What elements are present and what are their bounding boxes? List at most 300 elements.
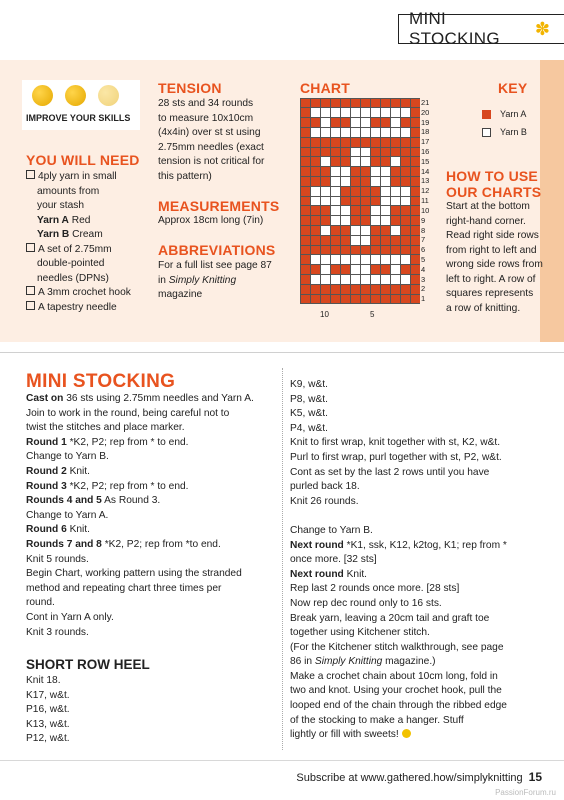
chart-cell: [321, 255, 330, 264]
pattern-line: [290, 509, 546, 524]
chart-cell: [391, 99, 400, 108]
chart-cell: [381, 128, 390, 137]
chart-cell: [401, 255, 410, 264]
round-label: Round 1: [26, 436, 67, 448]
pattern-line: [26, 732, 276, 747]
yarn-ball-icon: [98, 85, 119, 106]
chart-cell: [411, 167, 420, 176]
chart-cell: [331, 275, 340, 284]
chart-cell: [381, 108, 390, 117]
chart-cell: [301, 275, 310, 284]
yarn-ball-icon: [32, 85, 53, 106]
pattern-text: *K2, P2; rep from * to end.: [66, 480, 189, 492]
chart-cell: [311, 138, 320, 147]
pattern-text: looped end of the chain through the ribbed edge: [290, 700, 507, 712]
chart-row-number: 13: [421, 176, 430, 186]
pattern-line: [26, 450, 276, 465]
chart-cell: [401, 236, 410, 245]
section-header: [398, 9, 550, 48]
chart-cell: [361, 197, 370, 206]
pattern-text: Change to Yarn B.: [290, 524, 373, 536]
how-to-line: Read right side rows: [446, 230, 539, 241]
page-number: 15: [528, 770, 542, 784]
chart-cell: [371, 128, 380, 137]
chart-cell: [331, 236, 340, 245]
pattern-title: MINI STOCKING: [26, 371, 176, 392]
chart-cell: [331, 118, 340, 127]
material-line: [26, 301, 156, 316]
chart-cell: [361, 157, 370, 166]
how-to-line: wrong side rows from: [446, 259, 543, 270]
chart-cell: [411, 226, 420, 235]
pattern-text: K9, w&t.: [290, 379, 328, 390]
chart-cell: [321, 148, 330, 157]
magazine-name: Simply Knitting: [168, 274, 237, 286]
pattern-text: As Round 3.: [101, 495, 161, 507]
chart-cell: [391, 108, 400, 117]
chart-cell: [351, 157, 360, 166]
pattern-text: round.: [26, 597, 55, 609]
chart-cell: [411, 265, 420, 274]
chart-cell: [311, 255, 320, 264]
chart-cell: [341, 275, 350, 284]
chart-cell: [401, 177, 410, 186]
chart-cell: [321, 236, 330, 245]
chart-cell: [361, 108, 370, 117]
pattern-line: [290, 699, 546, 714]
chart-cell: [361, 167, 370, 176]
round-label: Round 6: [26, 524, 67, 536]
chart-cell: [411, 187, 420, 196]
chart-cell: [351, 128, 360, 137]
chart-cell: [331, 285, 340, 294]
chart-cell: [401, 138, 410, 147]
chart-cell: [381, 236, 390, 245]
chart-cell: [381, 216, 390, 225]
tension-line: this pattern): [158, 170, 212, 182]
chart-cell: [351, 236, 360, 245]
chart-cell: [371, 118, 380, 127]
chart-cell: [311, 206, 320, 215]
round-label: Rounds 4 and 5: [26, 495, 102, 507]
chart-cell: [371, 187, 380, 196]
chart-cell: [351, 246, 360, 255]
how-to-heading: [446, 168, 541, 200]
abbr-line: For a full list see page 87: [158, 260, 272, 271]
pattern-text: *K1, ssk, K12, k2tog, K1; rep from *: [343, 539, 507, 551]
chart-cell: [411, 157, 420, 166]
pattern-text: Rep last 2 rounds once more. [28 sts]: [290, 583, 460, 595]
abbreviations-text: [158, 259, 288, 303]
chart-cell: [381, 167, 390, 176]
pattern-text: once more. [32 sts]: [290, 554, 377, 566]
pattern-text: Knit.: [66, 524, 90, 536]
chart-cell: [311, 226, 320, 235]
chart-cell: [341, 138, 350, 147]
pattern-line: [290, 568, 546, 583]
pattern-text: of the stocking to make a hanger. Stuff: [290, 714, 464, 726]
chart-cell: [311, 275, 320, 284]
chart-cell: [311, 197, 320, 206]
chart-cell: [351, 255, 360, 264]
chart-cell: [381, 138, 390, 147]
chart-cell: [301, 177, 310, 186]
chart-cell: [321, 197, 330, 206]
chart-row-number: 8: [421, 225, 426, 235]
pattern-line: [26, 674, 276, 689]
pattern-text: Knit 18.: [26, 675, 61, 686]
how-to-heading-line: OUR CHARTS: [446, 184, 542, 200]
chart-cell: [381, 246, 390, 255]
subscribe-link[interactable]: Subscribe at www.gathered.how/simplyknitting: [296, 772, 523, 784]
pattern-text: *K2, P2; rep from * to end.: [66, 436, 189, 448]
chart-cell: [321, 226, 330, 235]
tension-text: [158, 97, 288, 184]
chart-cell: [351, 118, 360, 127]
chart-cell: [381, 148, 390, 157]
chart-cell: [341, 99, 350, 108]
chart-cell: [351, 226, 360, 235]
chart-row-number: 12: [421, 186, 430, 196]
chart-cell: [391, 128, 400, 137]
chart-cell: [361, 265, 370, 274]
material-text: A 3mm crochet hook: [38, 287, 131, 298]
chart-cell: [321, 177, 330, 186]
pattern-text: Knit 26 rounds.: [290, 495, 359, 507]
tension-line: (4x4in) over st st using: [158, 127, 261, 138]
pattern-line: [290, 553, 546, 568]
pattern-text: P4, w&t.: [290, 422, 328, 434]
material-text: Red: [68, 214, 91, 226]
chart-cell: [411, 118, 420, 127]
tension-line: 28 sts and 34 rounds: [158, 98, 254, 109]
yarn-ball-icon: [65, 85, 86, 106]
pattern-text: P16, w&t.: [26, 704, 70, 716]
chart-row-number: 2: [421, 284, 426, 294]
pattern-line: [26, 553, 276, 568]
material-line: [26, 199, 156, 214]
chart-cell: [391, 255, 400, 264]
chart-cell: [341, 157, 350, 166]
pattern-line: [26, 567, 276, 582]
pattern-line: [290, 670, 546, 685]
chart-cell: [341, 167, 350, 176]
pattern-text: Cont in Yarn A only.: [26, 611, 114, 623]
pattern-line: [26, 392, 276, 407]
pattern-text: Change to Yarn A.: [26, 509, 109, 521]
chart-cell: [401, 118, 410, 127]
chart-cell: [381, 187, 390, 196]
pattern-text: Knit.: [343, 568, 367, 580]
pattern-line: [26, 494, 276, 509]
chart-cell: [411, 255, 420, 264]
chart-cell: [361, 177, 370, 186]
material-text: A tapestry needle: [38, 301, 117, 313]
pattern-line: [290, 582, 546, 597]
chart-cell: [331, 265, 340, 274]
chart-cell: [411, 246, 420, 255]
pattern-text: Now rep dec round only to 16 sts.: [290, 597, 442, 609]
chart-cell: [341, 226, 350, 235]
chart-cell: [391, 246, 400, 255]
chart-cell: [351, 187, 360, 196]
chart-cell: [401, 108, 410, 117]
pattern-line: [290, 597, 546, 612]
chart-cell: [371, 167, 380, 176]
chart-cell: [401, 197, 410, 206]
chart-cell: [351, 216, 360, 225]
chart-cell: [311, 187, 320, 196]
pattern-line: [290, 524, 546, 539]
chart-cell: [391, 206, 400, 215]
chart-cell: [331, 216, 340, 225]
yarn-b-label: Yarn B: [500, 127, 527, 137]
footer: [296, 770, 542, 784]
chart-row-number: 5: [421, 254, 426, 264]
round-label: Round 3: [26, 480, 67, 492]
pattern-text: K13, w&t.: [26, 718, 70, 730]
chart-cell: [391, 118, 400, 127]
pattern-line: [26, 596, 276, 611]
chart-cell: [321, 206, 330, 215]
chart-cell: [411, 128, 420, 137]
pattern-text: method and repeating chart three times per: [26, 582, 222, 594]
material-text: double-pointed: [37, 258, 105, 269]
footer-rule: [0, 760, 564, 761]
pattern-text: Purl to first wrap, purl together with st, P2, w&t.: [290, 451, 502, 463]
chart-cell: [331, 226, 340, 235]
chart-cell: [321, 216, 330, 225]
chart-cell: [341, 197, 350, 206]
chart-cell: [371, 206, 380, 215]
chart-cell: [411, 148, 420, 157]
chart-cell: [341, 108, 350, 117]
round-label: Round 2: [26, 465, 67, 477]
round-label: Rounds 7 and 8: [26, 538, 102, 550]
pattern-line: [290, 714, 546, 729]
chart-row-number: 9: [421, 215, 426, 225]
pattern-text: *K2, P2; rep from *to end.: [101, 538, 221, 550]
chart-cell: [401, 265, 410, 274]
chart-cell: [381, 275, 390, 284]
chart-cell: [301, 255, 310, 264]
chart-cell: [391, 226, 400, 235]
pattern-line: [26, 436, 276, 451]
pattern-instructions-left: [26, 392, 276, 640]
section-title: MINI STOCKING: [409, 9, 500, 48]
chart-cell: [331, 246, 340, 255]
chart-cell: [411, 275, 420, 284]
pattern-text: K5, w&t.: [290, 408, 328, 420]
chart-cell: [391, 197, 400, 206]
tension-line: 2.75mm needles (exact: [158, 141, 264, 153]
chart-row-number: 3: [421, 274, 426, 284]
pattern-line: [26, 718, 276, 733]
chart-cell: [321, 138, 330, 147]
magazine-name: Simply Knitting: [314, 656, 383, 668]
chart-cell: [401, 148, 410, 157]
divider: [0, 352, 564, 353]
chart-cell: [351, 138, 360, 147]
chart-cell: [361, 236, 370, 245]
chart-cell: [371, 295, 380, 304]
chart-cell: [311, 108, 320, 117]
chart-row-number: 1: [421, 294, 426, 304]
pattern-line: [290, 641, 546, 656]
pattern-line: [26, 689, 276, 704]
chart-cell: [311, 236, 320, 245]
pattern-line: [26, 703, 276, 718]
chart-cell: [411, 236, 420, 245]
skills-title: IMPROVE YOUR SKILLS: [26, 113, 131, 123]
chart-cell: [371, 148, 380, 157]
chart-cell: [401, 99, 410, 108]
chart-cell: [381, 295, 390, 304]
pattern-text: Make a crochet chain about 10cm long, fold in: [290, 670, 498, 682]
abbr-text: in: [158, 274, 169, 286]
chart-cell: [301, 99, 310, 108]
chart-cell: [351, 275, 360, 284]
chart-cell: [371, 177, 380, 186]
pattern-text: purled back 18.: [290, 481, 360, 493]
pattern-text: P12, w&t.: [26, 733, 70, 745]
chart-cell: [371, 138, 380, 147]
chart-cell: [351, 285, 360, 294]
round-label: Cast on: [26, 393, 64, 404]
chart-cell: [361, 226, 370, 235]
abbreviations-heading: ABBREVIATIONS: [158, 242, 276, 258]
chart-cell: [391, 157, 400, 166]
materials-list: [26, 170, 156, 315]
chart-cell: [301, 236, 310, 245]
chart-row-number: 19: [421, 117, 430, 127]
chart-cell: [361, 295, 370, 304]
chart-cell: [351, 167, 360, 176]
pattern-text: Knit to first wrap, knit together with st, K2, w&t.: [290, 437, 501, 449]
checkbox-icon: [26, 286, 35, 295]
chart-cell: [391, 138, 400, 147]
chart-cell: [371, 99, 380, 108]
chart-cell: [341, 246, 350, 255]
yarn-a-label: Yarn A: [500, 109, 527, 119]
abbr-line: [158, 274, 288, 289]
how-to-line: a row of knitting.: [446, 302, 521, 314]
pattern-line: [290, 612, 546, 627]
pattern-line: [290, 480, 546, 495]
chart-cell: [341, 177, 350, 186]
chart-cell: [401, 187, 410, 196]
chart-cell: [361, 216, 370, 225]
chart-cell: [341, 206, 350, 215]
pattern-line: [26, 421, 276, 436]
how-to-line: left to right. A row of: [446, 273, 536, 285]
checkbox-icon: [26, 170, 35, 179]
chart-cell: [381, 255, 390, 264]
chart-cell: [361, 148, 370, 157]
chart-row-number: 10: [421, 205, 430, 215]
chart-cell: [311, 177, 320, 186]
end-dot-icon: [402, 729, 411, 738]
material-line: [26, 170, 156, 185]
pattern-text: Begin Chart, working pattern using the stranded: [26, 568, 242, 580]
pattern-text: K17, w&t.: [26, 689, 70, 701]
chart-row-number: 16: [421, 147, 430, 157]
knitting-chart: [300, 98, 420, 304]
chart-cell: [311, 216, 320, 225]
chart-cell: [331, 99, 340, 108]
chart-cell: [341, 148, 350, 157]
pattern-line: [26, 523, 276, 538]
chart-row-number: 21: [421, 98, 430, 107]
chart-cell: [391, 236, 400, 245]
chart-cell: [331, 138, 340, 147]
chart-cell: [301, 187, 310, 196]
chart-column-labels: [300, 308, 420, 322]
checkbox-icon: [26, 243, 35, 252]
chart-cell: [321, 187, 330, 196]
you-will-need-heading: YOU WILL NEED: [26, 152, 140, 168]
chart-cell: [341, 128, 350, 137]
pattern-instructions-right: [290, 378, 546, 743]
chart-cell: [331, 187, 340, 196]
material-line: [26, 243, 156, 258]
chart-row-number: 20: [421, 107, 430, 117]
yarn-label: Yarn B: [37, 229, 70, 240]
chart-cell: [371, 108, 380, 117]
chart-cell: [341, 285, 350, 294]
pattern-text: Knit 5 rounds.: [26, 553, 89, 565]
chart-cell: [381, 118, 390, 127]
chart-cell: [301, 128, 310, 137]
pattern-text: two and knot. Using your crochet hook, pull the: [290, 685, 502, 697]
chart-cell: [361, 255, 370, 264]
chart-row-number: 15: [421, 156, 430, 166]
header-rule: [545, 14, 564, 44]
material-line: [26, 286, 156, 301]
chart-cell: [391, 187, 400, 196]
pattern-text: 86 in: [290, 656, 315, 668]
column-divider: [282, 368, 283, 750]
chart-cell: [331, 167, 340, 176]
chart-cell: [321, 295, 330, 304]
pattern-text: P8, w&t.: [290, 393, 328, 405]
chart-cell: [341, 265, 350, 274]
chart-cell: [381, 99, 390, 108]
chart-row-number: 6: [421, 245, 426, 255]
chart-cell: [301, 226, 310, 235]
how-to-text: [446, 200, 556, 316]
pattern-line: [26, 626, 276, 641]
chart-cell: [361, 118, 370, 127]
chart-cell: [361, 275, 370, 284]
pattern-line: [290, 728, 546, 743]
chart-cell: [331, 177, 340, 186]
chart-cell: [301, 206, 310, 215]
chart-cell: [301, 216, 310, 225]
chart-cell: [351, 99, 360, 108]
chart-column-label: 10: [320, 310, 329, 319]
pattern-line: [290, 436, 546, 451]
chart-cell: [381, 177, 390, 186]
abbr-line: magazine: [158, 289, 203, 300]
chart-cell: [391, 167, 400, 176]
chart-cell: [321, 128, 330, 137]
round-label: Next round: [290, 539, 344, 551]
chart-cell: [371, 265, 380, 274]
measurements-text: Approx 18cm long (7in): [158, 215, 264, 226]
chart-cell: [411, 285, 420, 294]
chart-cell: [401, 206, 410, 215]
